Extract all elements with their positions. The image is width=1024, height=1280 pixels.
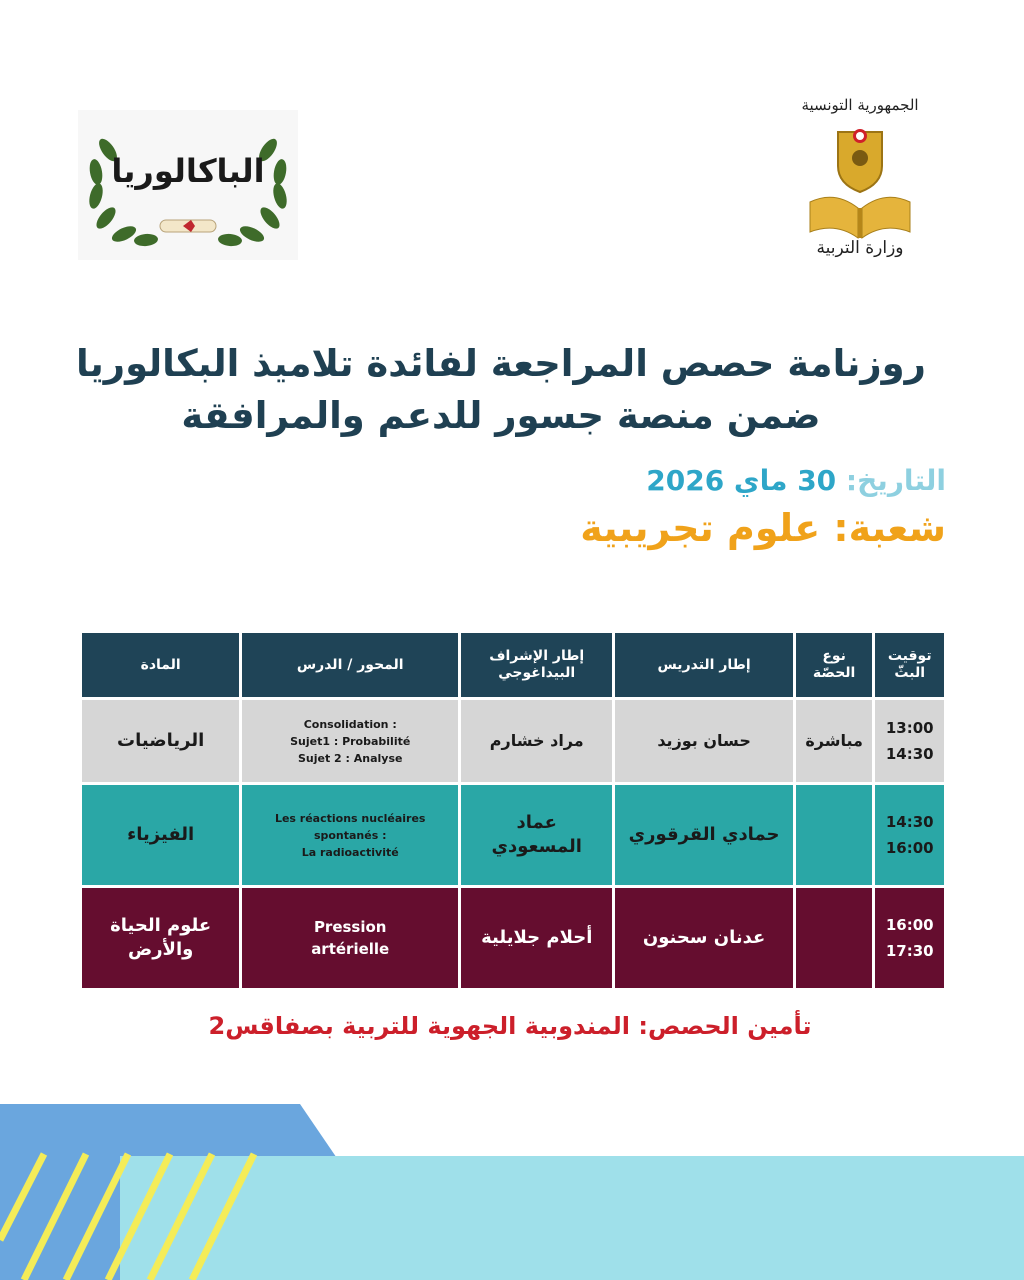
header-supervisor: إطار الإشراف البيداغوجي [461,633,612,697]
supervisor-cell: مراد خشارم [461,700,612,782]
topic-cell: Pression artérielle [242,888,458,988]
republic-label: الجمهورية التونسية [801,96,919,114]
session-type-cell [796,888,873,988]
date-line [646,464,946,497]
baccalaureate-logo [78,110,298,260]
decorative-background-shapes [0,1090,1024,1280]
subject-cell: الرياضيات [82,700,239,782]
header-topic: المحور / الدرس [242,633,458,697]
page-title [70,338,932,442]
schedule-table [79,630,947,991]
date-label: التاريخ: [845,464,946,497]
topic-cell: Consolidation : Sujet1 : Probabilité Sujet 2 : Analyse [242,700,458,782]
header-subject: المادة [82,633,239,697]
table-row-physics [82,785,944,885]
title-line-1: روزنامة حصص المراجعة لفائدة تلاميذ البكالوريا [76,342,926,385]
subject-cell: الفيزياء [82,785,239,885]
header-teacher: إطار التدريس [615,633,792,697]
ministry-of-education-logo [800,92,920,270]
header-session-type: نوع الحصّة [796,633,873,697]
time-cell: 16:00 17:30 [875,888,944,988]
header-time: توقيت البثّ [875,633,944,697]
ministry-label: وزارة التربية [816,238,904,258]
subject-cell: علوم الحياة والأرض [82,888,239,988]
table-row-math [82,700,944,782]
supervisor-cell: أحلام جلايلية [461,888,612,988]
table-header-row [82,633,944,697]
date-value: 30 ماي 2026 [646,464,837,497]
session-type-cell [796,785,873,885]
title-line-2: ضمن منصة جسور للدعم والمرافقة [181,394,821,437]
teacher-cell: حمادي القرقوري [615,785,792,885]
time-cell: 13:00 14:30 [875,700,944,782]
footer-note: تأمين الحصص: المندوبية الجهوية للتربية بصفاقس2 [208,1012,812,1040]
baccalaureate-logo-text: الباكالوريا [111,152,265,190]
teacher-cell: عدنان سحنون [615,888,792,988]
teacher-cell: حسان بوزيد [615,700,792,782]
branch-label: شعبة: علوم تجريبية [580,506,946,550]
session-type-cell: مباشرة [796,700,873,782]
topic-cell: Les réactions nucléaires spontanés : La radioactivité [242,785,458,885]
supervisor-cell: عماد المسعودي [461,785,612,885]
table-row-svt [82,888,944,988]
time-cell: 14:30 16:00 [875,785,944,885]
